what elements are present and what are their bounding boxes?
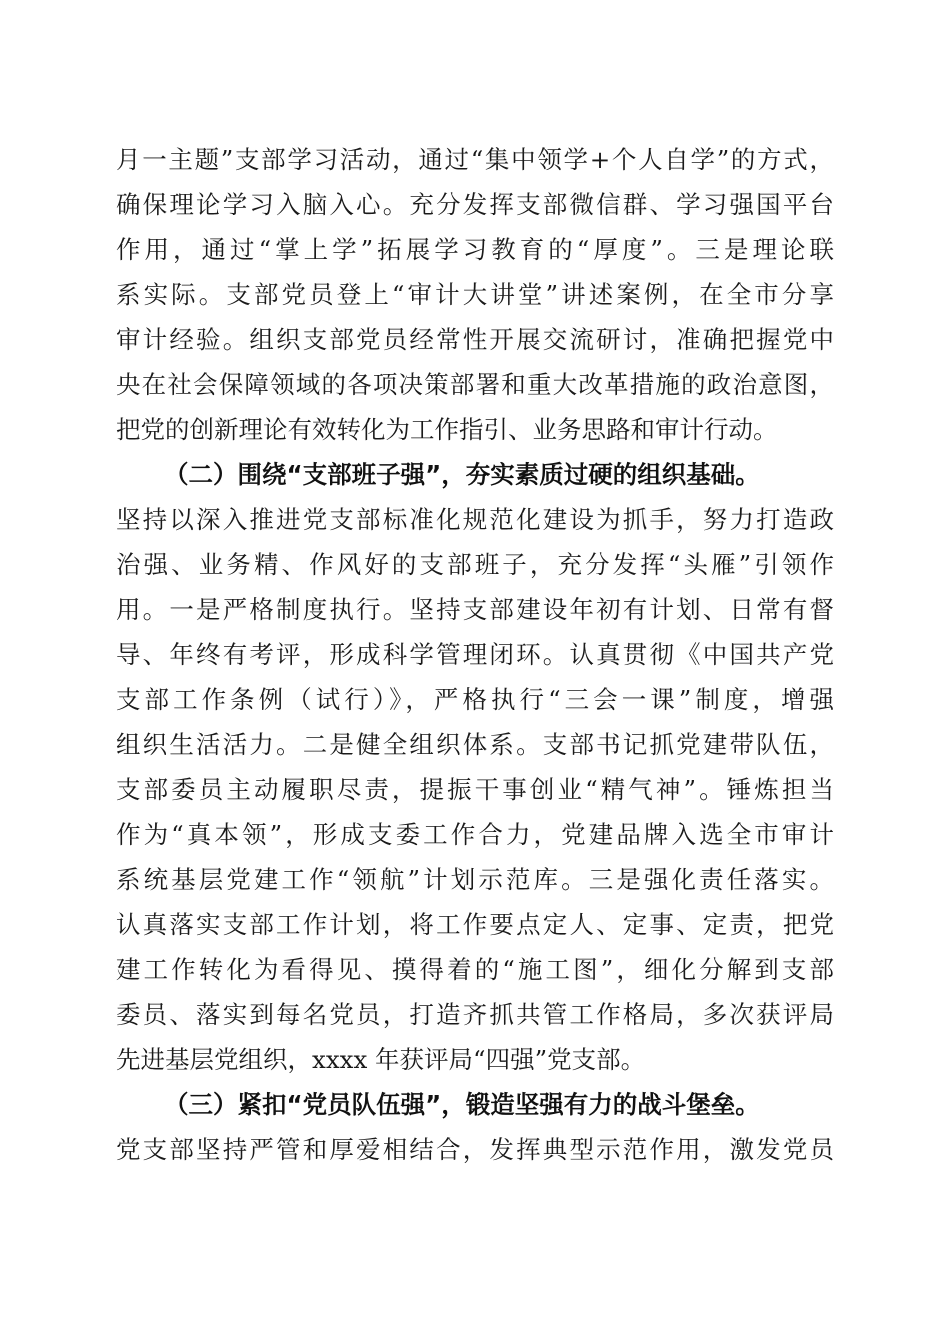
paragraph-line: 治强、业务精、作风好的支部班子，充分发挥“头雁”引领作 [116,550,834,579]
paragraph-line: 系实际。支部党员登上“审计大讲堂”讲述案例，在全市分享 [116,280,834,309]
section-heading-3: （三）紧扣“党员队伍强”，锻造坚强有力的战斗堡垒。 [164,1090,760,1119]
paragraph-line: 确保理论学习入脑入心。充分发挥支部微信群、学习强国平台 [116,190,834,219]
paragraph-line: 系统基层党建工作“领航”计划示范库。三是强化责任落实。 [116,865,834,894]
paragraph-line: 党支部坚持严管和厚爱相结合，发挥典型示范作用，激发党员 [116,1135,834,1164]
paragraph-line: 认真落实支部工作计划，将工作要点定人、定事、定责，把党 [116,910,834,939]
paragraph-line: 审计经验。组织支部党员经常性开展交流研讨，准确把握党中 [116,325,834,354]
section-heading-2: （二）围绕“支部班子强”，夯实素质过硬的组织基础。 [164,460,760,489]
paragraph-line: 组织生活活力。二是健全组织体系。支部书记抓党建带队伍， [116,730,834,759]
paragraph-line: 支部委员主动履职尽责，提振干事创业“精气神”。锤炼担当 [116,775,834,804]
paragraph-line: 月一主题”支部学习活动，通过“集中领学+个人自学”的方式， [116,145,834,174]
paragraph-line: 作为“真本领”，形成支委工作合力，党建品牌入选全市审计 [116,820,834,849]
paragraph-line: 把党的创新理论有效转化为工作指引、业务思路和审计行动。 [116,415,778,444]
paragraph-line: 坚持以深入推进党支部标准化规范化建设为抓手，努力打造政 [116,505,834,534]
paragraph-line: 导、年终有考评，形成科学管理闭环。认真贯彻《中国共产党 [116,640,834,669]
paragraph-line: 央在社会保障领域的各项决策部署和重大改革措施的政治意图， [116,370,834,399]
paragraph-line: 委员、落实到每名党员，打造齐抓共管工作格局，多次获评局 [116,1000,834,1029]
paragraph-line: 建工作转化为看得见、摸得着的“施工图”，细化分解到支部 [116,955,834,984]
paragraph-line: 先进基层党组织，xxxx 年获评局“四强”党支部。 [116,1045,646,1074]
paragraph-line: 用。一是严格制度执行。坚持支部建设年初有计划、日常有督 [116,595,834,624]
paragraph-line: 支部工作条例（试行）》，严格执行“三会一课”制度，增强 [116,685,834,714]
paragraph-line: 作用，通过“掌上学”拓展学习教育的“厚度”。三是理论联 [116,235,834,264]
